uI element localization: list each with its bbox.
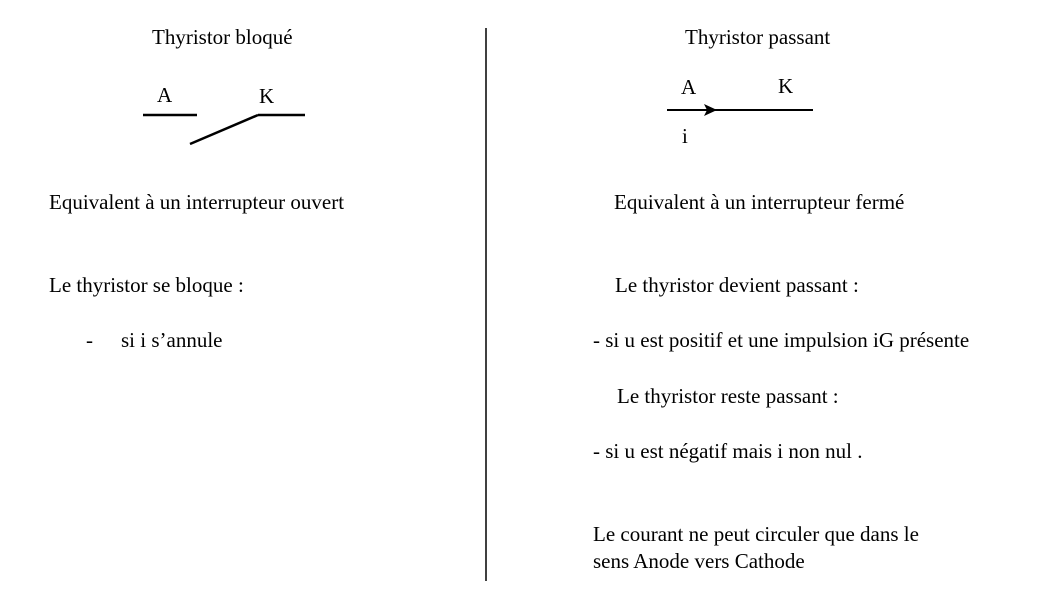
left-title: Thyristor bloqué bbox=[152, 25, 293, 49]
right-anode-label: A bbox=[681, 75, 697, 99]
right-rule2-heading: Le thyristor reste passant : bbox=[617, 384, 839, 408]
right-note-line1: Le courant ne peut circuler que dans le bbox=[593, 522, 919, 546]
left-equivalent-text: Equivalent à un interrupteur ouvert bbox=[49, 190, 345, 214]
right-rule1-item: - si u est positif et une impulsion iG présente bbox=[593, 328, 970, 352]
open-switch-symbol bbox=[143, 115, 305, 144]
left-cathode-label: K bbox=[259, 84, 275, 108]
right-rule1-heading: Le thyristor devient passant : bbox=[615, 273, 859, 297]
right-cathode-label: K bbox=[778, 74, 794, 98]
left-rule-item: si i s’annule bbox=[121, 328, 223, 352]
left-rule-bullet: - bbox=[86, 328, 93, 352]
right-note-line2: sens Anode vers Cathode bbox=[593, 549, 805, 573]
right-title: Thyristor passant bbox=[685, 25, 831, 49]
right-equivalent-text: Equivalent à un interrupteur fermé bbox=[614, 190, 905, 214]
left-anode-label: A bbox=[157, 83, 173, 107]
left-rule-heading: Le thyristor se bloque : bbox=[49, 273, 244, 297]
right-rule2-item: - si u est négatif mais i non nul . bbox=[593, 439, 863, 463]
right-current-label: i bbox=[682, 124, 688, 148]
open-switch-blade bbox=[190, 115, 258, 144]
closed-switch-symbol bbox=[667, 104, 813, 116]
